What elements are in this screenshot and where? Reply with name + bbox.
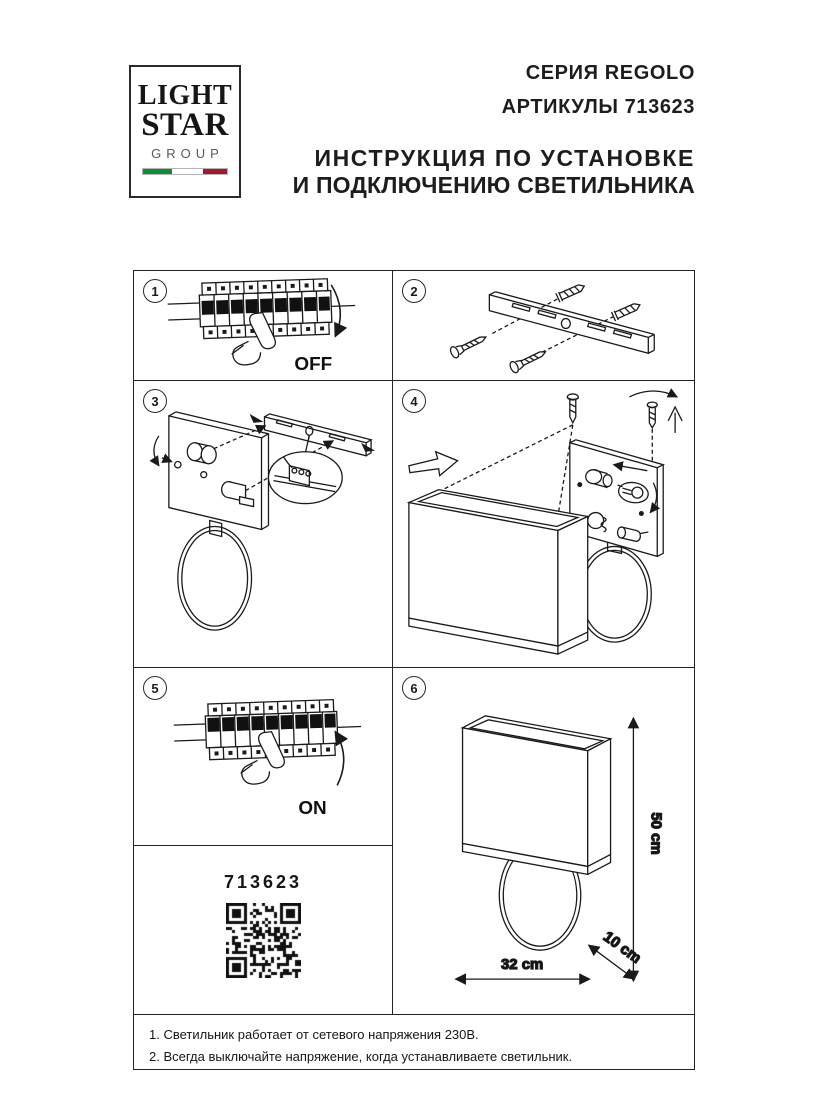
qr-code-wrap <box>134 903 392 983</box>
italian-flag-bar <box>142 168 228 175</box>
lamp-shade <box>409 490 588 654</box>
step-number-badge: 5 <box>143 676 167 700</box>
lightstar-logo <box>129 65 241 198</box>
flag-red-segment <box>203 169 227 174</box>
wall-anchor-icon <box>612 300 642 321</box>
ring-frame <box>578 538 652 642</box>
logo-word-group: GROUP <box>151 146 224 161</box>
depth-dimension-label: 10 cm <box>600 928 645 967</box>
series-name: СЕРИЯ REGOLO <box>525 62 695 84</box>
screw-icon <box>449 332 489 359</box>
step-number-badge: 1 <box>143 279 167 303</box>
screw-icon <box>567 394 578 423</box>
step-1-illustration <box>134 271 392 380</box>
step-panel-1 <box>134 271 393 381</box>
step-panel-6 <box>393 668 694 1015</box>
rotation-arrow-icon <box>629 391 677 397</box>
switch-down-arrow-icon <box>331 285 340 337</box>
logo-word-light: LIGHT <box>137 80 233 111</box>
title-line-2: И ПОДКЛЮЧЕНИЮ СВЕТИЛЬНИКА <box>292 172 695 198</box>
off-label: OFF <box>294 353 333 375</box>
lamp-shade <box>463 716 611 875</box>
step-6-illustration <box>393 668 694 1014</box>
step-panel-3 <box>134 381 393 668</box>
step-panel-5 <box>134 668 393 846</box>
article-number-header: АРТИКУЛЫ 713623 <box>501 96 695 118</box>
flag-white-segment <box>172 169 203 174</box>
note-line: 1. Светильник работает от сетевого напряжения 230В. <box>149 1027 479 1042</box>
page-title <box>293 145 695 199</box>
step-2-illustration <box>393 271 694 380</box>
safety-notes <box>134 1015 694 1069</box>
title-line-1: ИНСТРУКЦИЯ ПО УСТАНОВКЕ <box>314 145 695 171</box>
back-plate <box>169 412 269 530</box>
qr-code-icon <box>226 903 301 978</box>
flag-green-segment <box>143 169 172 174</box>
article-qr-panel <box>134 846 393 1015</box>
step-number-badge: 4 <box>402 389 426 413</box>
up-arrow-icon <box>668 407 682 433</box>
height-dimension-label: 50 cm <box>647 812 665 855</box>
step-3-illustration <box>134 381 392 667</box>
wall-anchor-icon <box>556 282 586 303</box>
step-number-badge: 2 <box>402 279 426 303</box>
step-4-illustration <box>393 381 694 667</box>
instruction-grid <box>133 270 695 1070</box>
step-5-illustration <box>134 668 392 845</box>
step-number-badge: 3 <box>143 389 167 413</box>
logo-word-star: STAR <box>141 107 229 143</box>
screw-icon <box>508 347 548 374</box>
document-header <box>293 56 695 199</box>
ring-frame <box>178 521 252 631</box>
article-number: 713623 <box>223 872 303 892</box>
width-dimension-label: 32 cm <box>501 956 544 974</box>
step-panel-2 <box>393 271 694 381</box>
step-panel-4 <box>393 381 694 668</box>
screw-icon <box>647 402 657 428</box>
slide-direction-arrow-icon <box>409 452 458 476</box>
on-label: ON <box>298 798 327 820</box>
step-number-badge: 6 <box>402 676 426 700</box>
note-line: 2. Всегда выключайте напряжение, когда устанавливаете светильник. <box>149 1049 573 1064</box>
rotate-plate-arrow-icon <box>154 436 159 466</box>
